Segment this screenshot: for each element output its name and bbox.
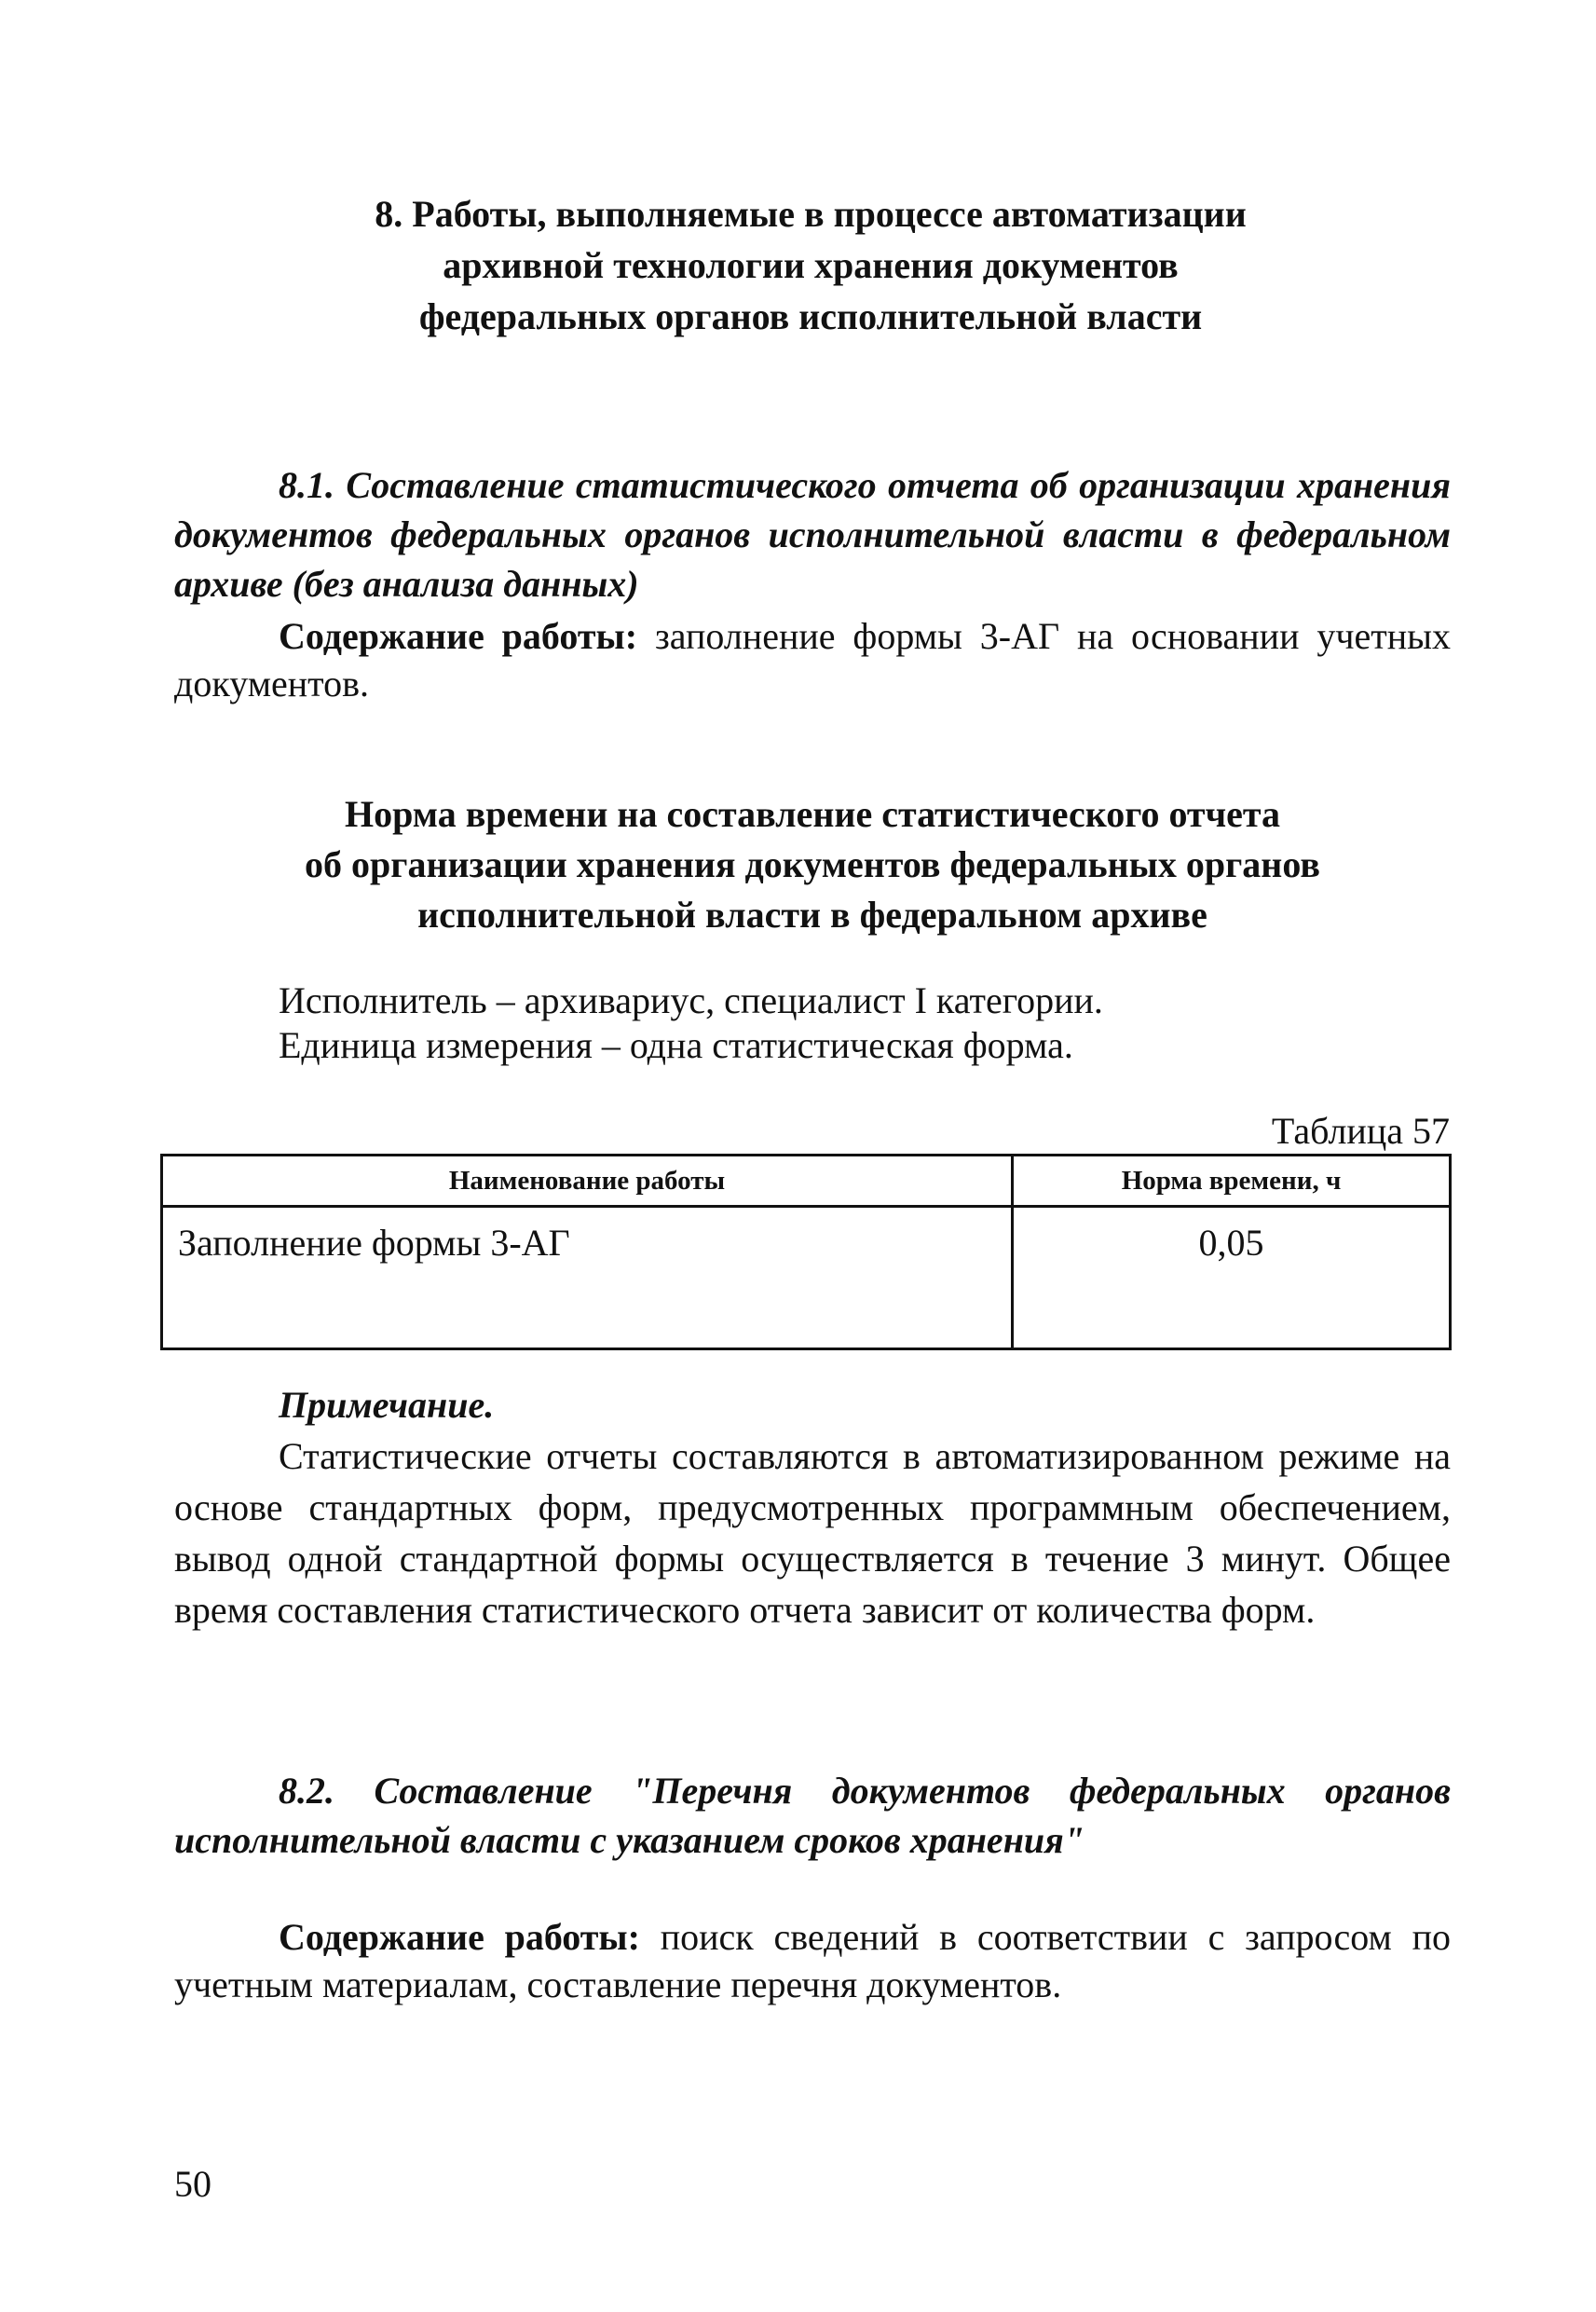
note-label: Примечание. — [279, 1384, 495, 1426]
header-time-norm: Норма времени, ч — [1013, 1156, 1451, 1207]
content-text: поиск сведений в соответствии с запросом по учетным материалам, составление перечня документов. — [174, 1916, 1451, 2005]
table-row — [162, 1207, 1451, 1349]
unit-line: Единица измерения – одна статистическая форма. — [279, 1024, 1073, 1066]
norm-heading-line: об организации хранения документов федеральных органов — [305, 843, 1320, 885]
content-label: Содержание работы: — [279, 1916, 640, 1958]
section-8-2-content — [174, 1913, 1451, 2008]
content-label: Содержание работы: — [279, 615, 638, 657]
section-8-1-title: 8.1. Составление статистического отчета об организации хранения документов федеральных органов исполнительной власти в федеральном архиве (без анализа данных) — [174, 464, 1451, 605]
chapter-heading-line: федеральных органов исполнительной власти — [418, 295, 1203, 337]
norm-heading-line: Норма времени на составление статистического отчета — [344, 793, 1281, 835]
page-number: 50 — [174, 2163, 211, 2205]
executor-line: Исполнитель – архивариус, специалист I категории. — [279, 979, 1103, 1021]
chapter-heading-line: 8. Работы, выполняемые в процессе автоматизации — [375, 193, 1247, 235]
chapter-heading-line: архивной технологии хранения документов — [443, 244, 1179, 286]
table-caption: Таблица 57 — [1271, 1110, 1450, 1152]
note-text: Статистические отчеты составляются в автоматизированном режиме на основе стандартных форм, предусмотренных программным обеспечением, вывод одной стандартной формы осуществляется в течение 3 минут. Общее время составления статистического отчета зависит от количества форм. — [174, 1435, 1451, 1631]
cell-time-norm: 0,05 — [1013, 1207, 1451, 1349]
chapter-heading — [205, 188, 1416, 342]
norm-table — [160, 1154, 1452, 1350]
section-8-2-title: 8.2. Составление "Перечня документов федеральных органов исполнительной власти с указанием сроков хранения" — [174, 1770, 1451, 1861]
norm-heading-line: исполнительной власти в федеральном архиве — [417, 894, 1207, 936]
content-text: заполнение формы 3-АГ на основании учетных документов. — [174, 615, 1451, 705]
section-8-1-content — [174, 612, 1451, 707]
table-header-row — [162, 1156, 1451, 1207]
norm-heading — [174, 789, 1451, 940]
cell-work-name: Заполнение формы 3-АГ — [162, 1207, 1013, 1349]
header-work-name: Наименование работы — [162, 1156, 1013, 1207]
